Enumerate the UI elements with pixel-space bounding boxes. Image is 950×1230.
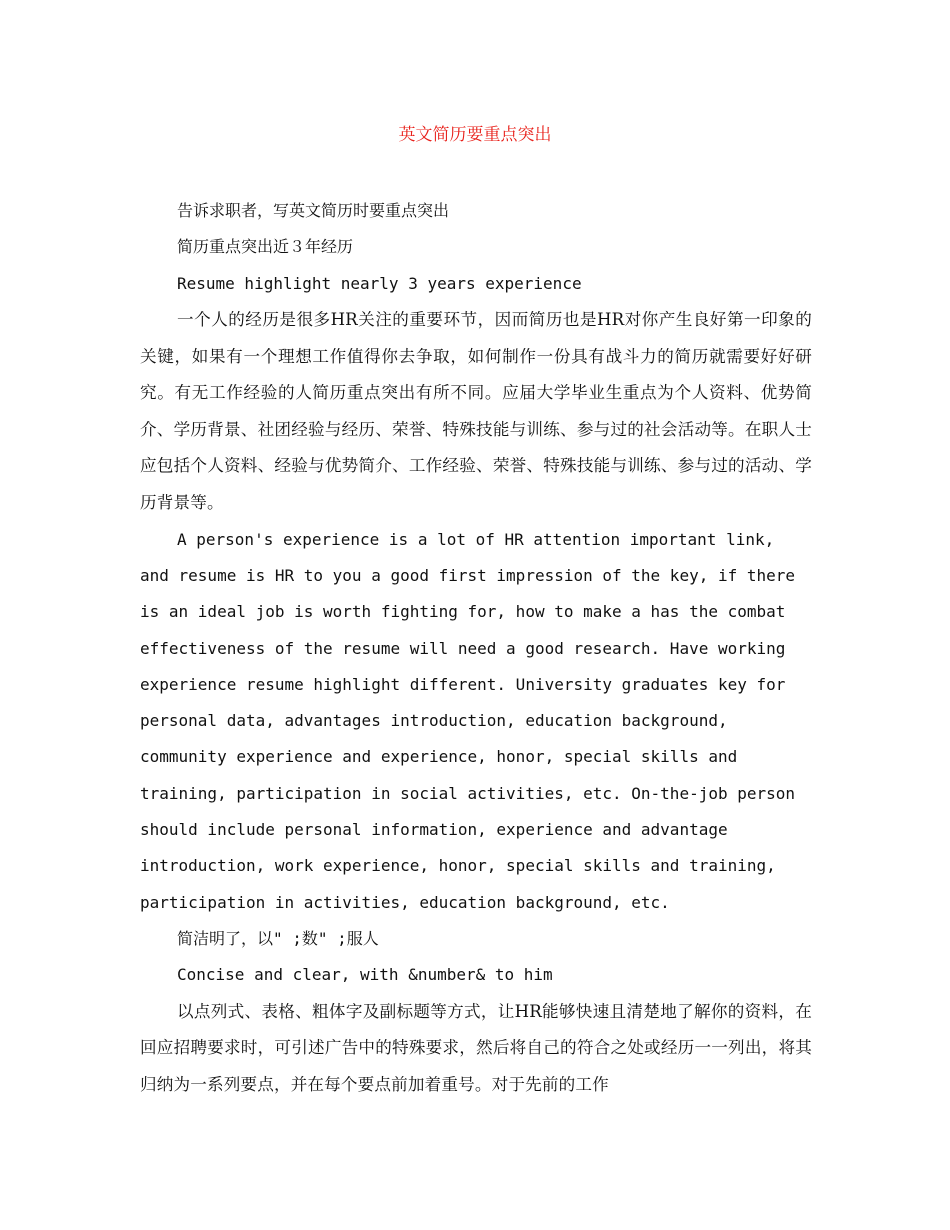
paragraph-body-1-en: A person's experience is a lot of HR attention important link, and resume is HR to you a good first impression of the key, if there is an ideal job is worth fighting for, how to make a has the combat effectiveness of the resume will need a good research. Have working experience resume highlight different. University graduates key for personal data, advantages introduction, education background, community experience and experience, honor, special skills and training, participation in social activities, etc. On-the-job person should include personal information, experience and advantage introduction, work experience, honor, special skills and training, participation in activities, education background, etc. [140,529,796,912]
paragraph-heading-2-en: Concise and clear, with &number& to him [177,965,553,985]
paragraph-intro: 告诉求职者，写英文简历时要重点突出 [177,201,450,220]
paragraph-heading-1-en: Resume highlight nearly 3 years experience [177,273,582,293]
paragraph-heading-2-cn: 简洁明了，以" ;数" ;服人 [177,928,379,948]
paragraph-body-2-cn: 以点列式、表格、粗体字及副标题等方式，让HR能够快速且清楚地了解你的资料，在回应招聘要求时，可引述广告中的特殊要求，然后将自己的符合之处或经历一一列出，将其归纳为一系列要点，并在每个要点前加着重号。对于先前的工作 [140,1001,812,1094]
paragraph-heading-1-cn: 简历重点突出近３年经历 [177,237,354,257]
document-body [140,193,812,1103]
paragraph-body-1-cn: 一个人的经历是很多HR关注的重要环节，因而简历也是HR对你产生良好第一印象的关键，如果有一个理想工作值得你去争取，如何制作一份具有战斗力的简历就需要好好研究。有无工作经验的人简历重点突出有所不同。应届大学毕业生重点为个人资料、优势简介、学历背景、社团经验与经历、荣誉、特殊技能与训练、参与过的社会活动等。在职人士应包括个人资料、经验与优势简介、工作经验、荣誉、特殊技能与训练、参与过的活动、学历背景等。 [140,310,812,513]
document-title: 英文简历要重点突出 [398,125,552,145]
